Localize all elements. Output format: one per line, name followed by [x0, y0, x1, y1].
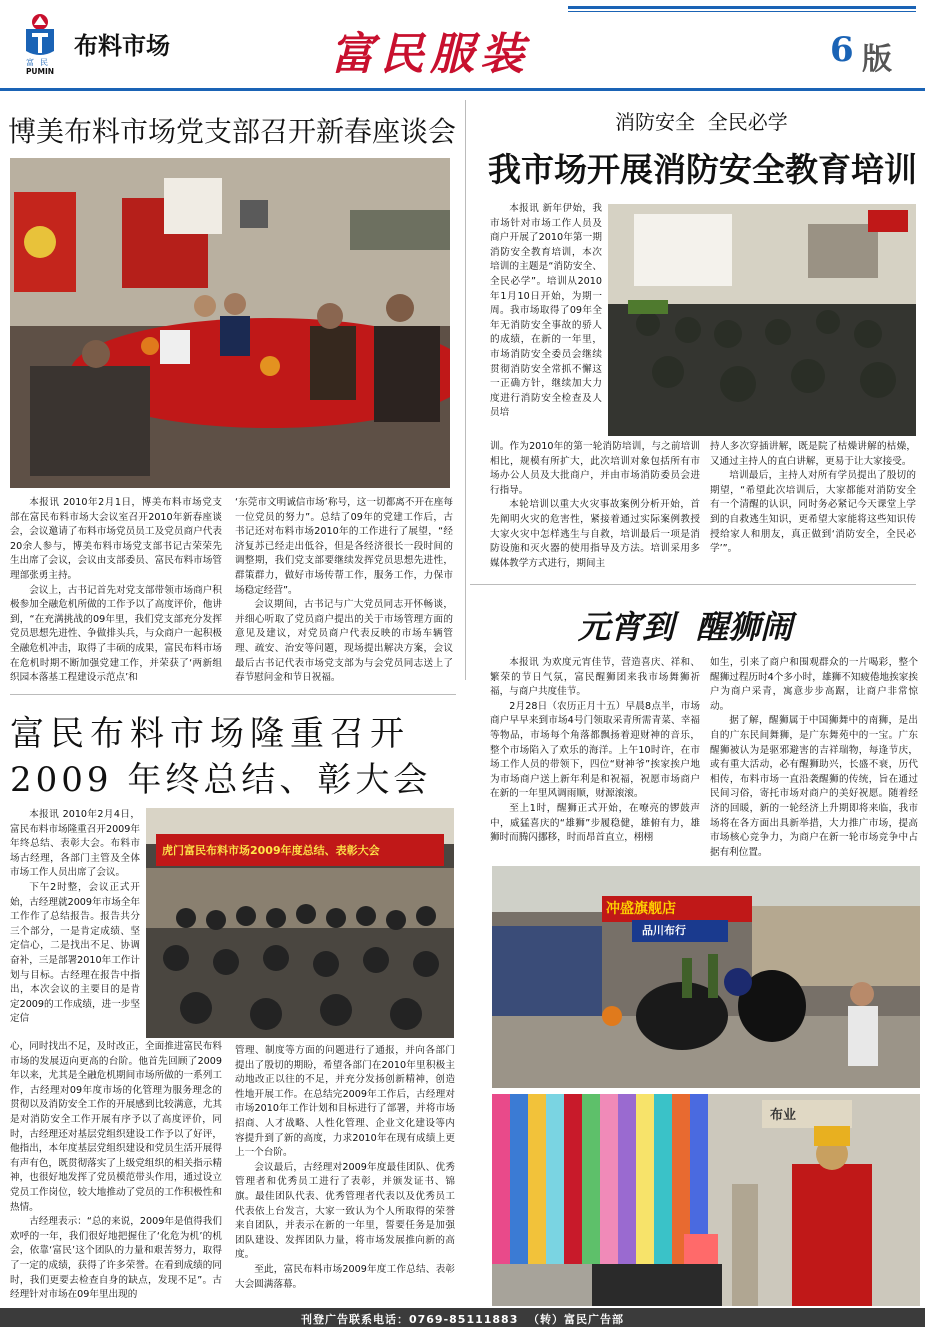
- shop-sign: 品川布行: [642, 924, 686, 937]
- paragraph: 2月28日（农历正月十五）早晨8点半，市场商户早早来到市场4号门领取采青所需青菜、幸福等物品，市场每个角落都飘扬着迎财神的音乐，整个市场陷入了欢乐的海洋。上午10时许，在市场工作人员的带领下，四位“财神爷”挨家挨户地为市场商户送上新年利是和祝福，祝愿市场商户在新的一年里风调雨顺，财源滚滚。: [490, 700, 700, 800]
- paragraph: 训。作为2010年的第一轮消防培训，与之前培训相比，规模有所扩大，此次培训对象包括所有市场办公人员及大批商户，并由市场消防委员会进行指导。: [490, 441, 700, 496]
- article3-col2: [710, 656, 918, 860]
- article-lion-dance: [470, 596, 925, 1306]
- masthead: [0, 0, 925, 92]
- paragraph: 据了解，醒狮属于中国狮舞中的南狮，是出自的广东民间舞狮，是广东舞苑中的一宝。广东醒狮被认为是驱邪避害的吉祥瑞物，每逢节庆，或有重大活动，必有醒狮助兴，长盛不衰，历代相传，布料市场一直沿袭醒狮的传统，旨在通过民间习俗，寄托市场对商户的美好祝愿。随着经济的回暖，新的一轮经济上升期即将来临，我市场将在各方面出具新举措，大力推广市场，提高市场核心竞争力，为商户在新一轮市场竞争中占据有利位置。: [710, 715, 918, 858]
- paragraph: 古经理表示：“总的来说，2009年是值得我们欢呼的一年，我们很好地把握住了‘化危为机’的机会，依靠‘富民’这个团队的力量和艰苦努力，取得了一定的成绩，获得了许多荣誉。在看到成绩的同时，我们更要去检查自身的缺点，发现不足”。古经理针对市场在09年里出现的: [10, 1216, 222, 1301]
- page-unit: 版: [862, 42, 892, 77]
- paragraph: 本报讯 新年伊始，我市场针对市场工作人员及商户开展了2010年第一期消防安全教育培训，本次培训的主题是“消防安全、全民必学”。培训从2010年1月10日开始，为期一周。我市场取得了09年全年无消防安全事故的骄人的成绩，在新的一年里，市场消防安全委员会继续贯彻消防安全常抓不懈这一正确方针，继续加大力度进行消防安全检查及人员培: [490, 203, 602, 419]
- lion-dance-photo-image: [492, 866, 920, 1088]
- paragraph: ‘东莞市文明诚信市场’称号，这一切都离不开在座每一位党员的努力”。总结了09年的党建工作后，古书记还对布料市场2010年的工作进行了展望，“经济复苏已经走出低谷，但是各经济很长一段时间的调整期，我们党支部要继续发挥党员思想先进性，群策群力，做好市场传帮工作，服务工作，力保市场稳定经营”。: [235, 497, 453, 596]
- article2-col2: [710, 440, 916, 557]
- paragraph: 本轮培训以重大火灾事故案例分析开始，首先阐明火灾的危害性，紧接着通过实际案例教授大家火灾中怎样逃生与自救，培训最后一项是消防设施和灭火器的使用指导及方法。培训采用多媒体教学方式进行，期间主: [490, 499, 700, 569]
- lion-dance-photo: [492, 866, 920, 1088]
- shop-sign: 冲盛旗舰店: [606, 901, 676, 917]
- headline-line1: 富民布料市场隆重召开: [10, 714, 410, 754]
- paragraph: 培训最后，主持人对所有学员提出了殷切的期望，“希望此次培训后，大家都能对消防安全有一个清醒的认识，同时务必紧记今天课堂上学到的自救逃生知识，更希望大家能将这些知识传授给家人和朋友，真正做到‘消防安全，全民必学’”。: [710, 470, 916, 555]
- headline: 元宵到 醒狮闹: [578, 608, 793, 646]
- paragraph: 持人多次穿插讲解，既是院了枯燥讲解的枯燥，又通过主持人的直白讲解，更易于让大家接受。: [710, 441, 916, 467]
- article1-col2: [235, 496, 453, 686]
- logo-text: PUMIN: [25, 67, 55, 76]
- ad-contact: 刊登广告联系电话：0769-85111883 （转）富民广告部: [300, 1313, 625, 1326]
- section-name: 布料市场: [74, 32, 170, 60]
- footer-bar: [0, 1308, 925, 1327]
- top-rule-right-thin: [568, 11, 916, 12]
- masthead-rule: [0, 88, 925, 91]
- headline: 我市场开展消防安全教育培训: [488, 150, 917, 189]
- article3-col1: [490, 656, 700, 846]
- article-year-end: [0, 700, 465, 1310]
- paragraph: 会议上，古书记首先对党支部带领市场商户积极参加全融危机所做的工作予以了高度评价，他讲到，“在充满挑战的09年里，我们党支部充分发挥党员思想先进性、争做排头兵，与众商户一起积极全融危机冲击，取得了丰硕的成果，富民布料市场在危机时期不断加强党建工作，并荣获了‘两新组织园本落基工程建设示范点’和: [10, 584, 222, 684]
- article1-col1: [10, 496, 222, 686]
- article-fire-safety: [470, 92, 925, 592]
- paragraph: 至上1时，醒狮正式开始，在嘹亮的锣鼓声中，威猛喜庆的“雄狮”步履稳健，雄俯有力，雄狮时而腾闪挪移，时而昂首直立，栩栩: [490, 802, 700, 844]
- article4-narrow: [10, 808, 140, 1027]
- paragraph: 本报讯 2010年2月4日，富民布料市场隆重召开2009年年终总结、表彰大会。布料市场古经理，各部门主管及全体市场工作人员出席了会议。: [10, 809, 140, 879]
- section-divider: [470, 584, 916, 585]
- section-divider: [10, 694, 456, 695]
- paragraph: 下午2时整，会议正式开始，古经理就2009年市场全年工作作了总结报告。报告共分三个部分，一是肯定成绩、坚定信心，二是找出不足、协调奋补，三是部署2010年工作计划与目标。古经理在报告中指出，本次会议的主要目的是肯定2009的工作成绩，进一步坚定信: [10, 881, 140, 1025]
- article2-narrow: [490, 202, 602, 421]
- logo-icon: [20, 13, 60, 57]
- article2-col1: [490, 440, 700, 571]
- god-of-wealth-photo: [492, 1094, 920, 1306]
- paper-name: 富民服装: [330, 29, 530, 80]
- paragraph: 本报讯 为欢度元宵佳节，营造喜庆、祥和、繁荣的节日气氛，富民醒狮团来我市场舞狮祈福，与商户共度佳节。: [490, 657, 700, 698]
- shop-sign: 布业: [770, 1108, 797, 1123]
- paragraph: 本报讯 2010年2月1日，博美布料市场党支部在富民布料市场大会议室召开2010年新春座谈会，会议邀请了布料市场党员员工及党员商户代表20余人参与，博美布料市场党支部书记古荣荣先生出席了会议，会议由支部委员、富民布料市场管理部张勇主持。: [10, 497, 222, 581]
- god-of-wealth-photo-image: [492, 1094, 920, 1306]
- pumin-logo: [20, 13, 60, 76]
- page-number: 6: [830, 30, 854, 70]
- article4-col1: [10, 1040, 222, 1303]
- paragraph: 会议最后，古经理对2009年度最佳团队、优秀管理者和优秀员工进行了表彰，并颁发证书、锦旗。最佳团队代表、优秀管理者代表以及优秀员工代表依上台发言，大家一致认为个人所取得的荣誉来自团队，并表示在新的一年里，誓要任务是加强团队建设、发挥团队力量，将市场发展推向新的高度。: [235, 1161, 455, 1261]
- logo-cn: 富民: [26, 58, 54, 67]
- meeting-photo-image: [10, 158, 450, 488]
- year-end-photo: [146, 808, 454, 1038]
- column-divider: [465, 100, 466, 680]
- banner-text: 虎门富民布料市场2009年度总结、表彰大会: [162, 844, 380, 857]
- headline: 博美布料市场党支部召开新春座谈会: [8, 115, 457, 148]
- article4-col2: [235, 1044, 455, 1292]
- paragraph: 会议期间，古书记与广大党员同志开怀畅谈，并细心听取了党员商户提出的关于市场管理方面的意见及建议，对党员商户代表反映的市场车辆管理、疏安、治安等问题，现场提出解决方案，会议最后古书记代表市场党支部为与会党员同志送上了春节慰问金和节日祝福。: [235, 599, 453, 684]
- paragraph: 至此，富民布料市场2009年度工作总结、表彰大会圆满落幕。: [235, 1263, 455, 1290]
- paragraph: 如生，引来了商户和围观群众的一片喝彩，整个醒狮过程历时4个多小时，雄狮不知疲倦地挨家挨户为商户采青，寓意步步高踞，让商户非常惊动。: [710, 657, 918, 712]
- headline-line2: 2009 年终总结、彰大会: [10, 760, 432, 800]
- paragraph: 管理、制度等方面的问题进行了通报，并向各部门提出了殷切的期盼，希望各部门在2010年里积极主动地改正以往的不足，并充分发扬创新精神，创造性地开展工作。在总结完2009年工作后，古经理对市场2010年工作计划和目标进行了部署，并将市场招商、人才战略、人性化管理、企业文化建设等内容提升到了新的高度，力求2010年在现有成绩上更上一个台阶。: [235, 1045, 455, 1159]
- meeting-photo: [10, 158, 450, 488]
- article-party-meeting: [0, 92, 463, 692]
- training-photo-image: [608, 204, 916, 436]
- top-rule-right: [568, 6, 916, 9]
- kicker: 消防安全 全民必学: [615, 110, 788, 134]
- paragraph: 心，同时找出不足，及时改正，全面推进富民布料市场的发展迈向更高的台阶。他首先回顾了2009年以来，尤其是全融危机期间市场所做的一系列工作，古经理对09年度市场的化管理为服务理念的贯彻以及消防安全工作的开展感到比较满意，尤其是对消防安全工作开展有序予以了高度评价，同时，古经理还对基层党组织建设工作予以了好评，他指出，本年度基层党组织建设和党员生活开展得有声有色，既贯彻落实了上级党组织的相关指示精神，也很好地发挥了党员模范带头作用，通过设立党员工作岗位，较大地推动了党员的工作积极性和热情。: [10, 1041, 222, 1213]
- training-photo: [608, 204, 916, 436]
